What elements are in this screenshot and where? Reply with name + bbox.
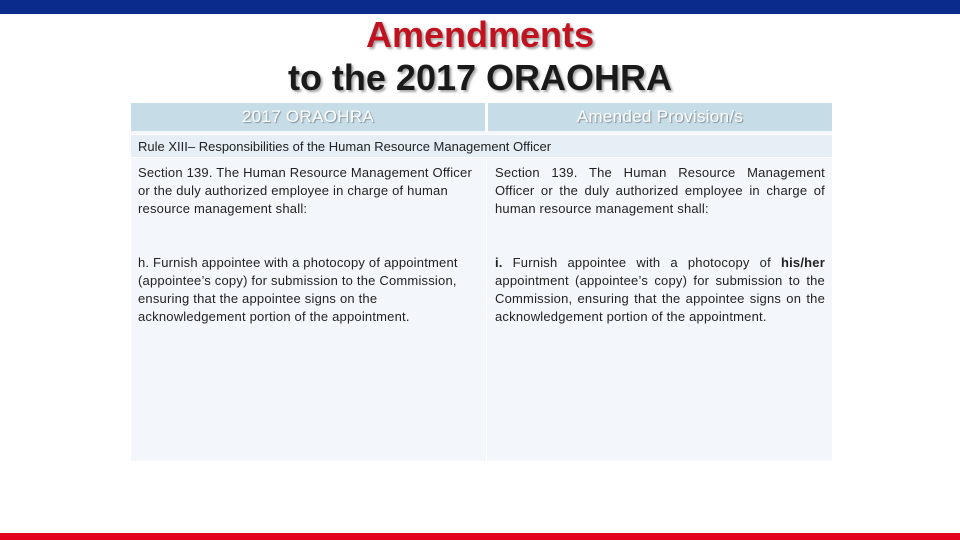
bottom-accent-bar	[0, 533, 960, 540]
slide-title-line2: to the 2017 ORAOHRA	[287, 57, 673, 98]
left-item-text: h. Furnish appointee with a photocopy of appointment (appointee’s copy) for submission to the Commission, ensuring that the appointee signs on the acknowledgement portion of the appointment.	[138, 255, 458, 324]
rule-row: Rule XIII– Responsibilities of the Human Resource Management Officer	[131, 134, 832, 158]
header-amended: Amended Provision/s	[488, 103, 832, 131]
right-item-bold: his/her	[780, 255, 825, 270]
right-item-part1: Furnish appointee with a photocopy of	[502, 255, 781, 270]
right-section-text: Section 139. The Human Resource Management Officer or the duly authorized employee in charge of human resource management shall:	[495, 165, 825, 216]
left-section-text: Section 139. The Human Resource Management Officer or the duly authorized employee in charge of human resource management shall:	[138, 165, 472, 216]
comparison-table	[131, 103, 832, 461]
right-item-part2: appointment (appointee’s copy) for submission to the Commission, ensuring that the appointee signs on the acknowledgement portion of the appointment.	[495, 273, 825, 324]
header-original: 2017 ORAOHRA	[131, 103, 485, 131]
right-item-text	[495, 254, 825, 326]
right-item-letter: i.	[495, 255, 503, 270]
column-divider	[486, 160, 487, 461]
slide-title-line1: Amendments	[365, 14, 595, 55]
top-accent-bar	[0, 0, 960, 14]
